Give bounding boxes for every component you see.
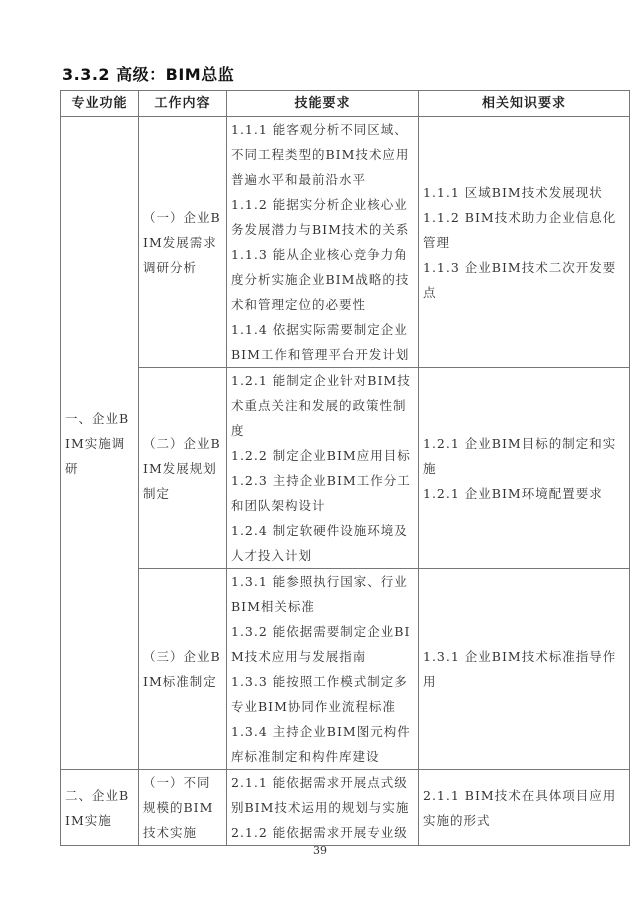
table-header-row: [61, 91, 630, 117]
skill-item: 1.3.3 能按照工作模式制定多专业BIM协同作业流程标准: [231, 674, 408, 714]
knowledge-item: 2.1.1 BIM技术在具体项目应用实施的形式: [423, 787, 617, 828]
knowledge-item: 1.3.1 企业BIM技术标准指导作用: [423, 649, 617, 689]
skill-item: 1.3.1 能参照执行国家、行业BIM相关标准: [231, 574, 408, 614]
knowledge-cell: [419, 368, 630, 569]
table-row: [61, 770, 630, 846]
skill-item: 2.1.1 能依据需求开展点式级别BIM技术运用的规划与实施: [231, 775, 410, 815]
page-number: 39: [313, 844, 327, 857]
header-work: 工作内容: [139, 91, 227, 117]
skill-item: 1.1.2 能据实分析企业核心业务发展潜力与BIM技术的关系: [231, 197, 410, 237]
header-knowledge: 相关知识要求: [419, 91, 630, 117]
knowledge-item: 1.2.1 企业BIM环境配置要求: [423, 485, 603, 501]
skills-cell: [227, 117, 419, 368]
knowledge-cell: [419, 117, 630, 368]
section-title: 3.3.2 高级：BIM总监: [62, 65, 235, 84]
skill-item: 1.2.4 制定软硬件设施环境及人才投入计划: [231, 523, 408, 563]
knowledge-cell: [419, 770, 630, 846]
skill-item: 1.3.4 主持企业BIM图元构件库标准制定和构件库建设: [231, 724, 411, 764]
skill-item: 1.2.2 制定企业BIM应用目标: [231, 448, 411, 463]
skill-item: 1.1.4 依据实际需要制定企业BIM工作和管理平台开发计划: [231, 322, 410, 362]
work-cell: （一）不同规模的BIM技术实施: [139, 770, 227, 846]
skill-item: 1.2.1 能制定企业针对BIM技术重点关注和发展的政策性制度: [231, 373, 411, 438]
skill-item: 1.1.1 能客观分析不同区域、不同工程类型的BIM技术应用普遍水平和最前沿水平: [231, 122, 410, 187]
knowledge-item: 1.1.1 区域BIM技术发展现状: [423, 184, 603, 200]
work-cell: （三）企业BIM标准制定: [139, 569, 227, 770]
knowledge-item: 1.1.2 BIM技术助力企业信息化管理: [423, 209, 617, 250]
skills-cell: [227, 569, 419, 770]
knowledge-item: 1.1.3 企业BIM技术二次开发要点: [423, 259, 617, 300]
skills-cell: [227, 368, 419, 569]
skills-requirements-table: [60, 90, 630, 846]
work-cell: （二）企业BIM发展规划制定: [139, 368, 227, 569]
table-row: [61, 117, 630, 368]
table-row: [61, 368, 630, 569]
skill-item: 2.1.2 能依据需求开展专业级: [231, 825, 408, 840]
skill-item: 1.2.3 主持企业BIM工作分工和团队架构设计: [231, 473, 411, 513]
header-function: 专业功能: [61, 91, 139, 117]
skill-item: 1.3.2 能依据需要制定企业BIM技术应用与发展指南: [231, 624, 411, 664]
table-row: [61, 569, 630, 770]
knowledge-item: 1.2.1 企业BIM目标的制定和实施: [423, 435, 617, 476]
function-cell: 二、企业BIM实施: [61, 770, 139, 846]
skills-cell: [227, 770, 419, 846]
knowledge-cell: [419, 569, 630, 770]
skill-item: 1.1.3 能从企业核心竞争力角度分析实施企业BIM战略的技术和管理定位的必要性: [231, 247, 410, 312]
work-cell: （一）企业BIM发展需求调研分析: [139, 117, 227, 368]
function-cell: 一、企业BIM实施调研: [61, 117, 139, 770]
header-skills: 技能要求: [227, 91, 419, 117]
